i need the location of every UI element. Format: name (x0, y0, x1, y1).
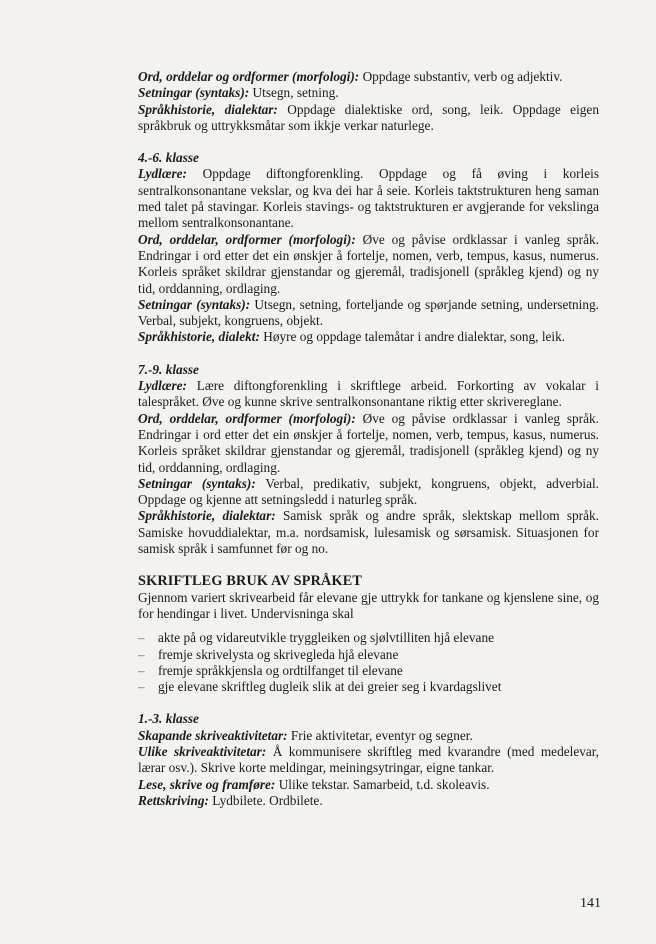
text-ulike: Å kommunisere skriftleg med kvarandre (med medelevar, lærar osv.). Skrive korte meldingar, meiningsytringar, eigne tankar. (138, 743, 600, 776)
paragraph-syntaks (138, 85, 599, 101)
text-rettskriving: Lydbilete. Ordbilete. (208, 792, 323, 808)
heading-grade-4-6: 4.-6. klasse (138, 150, 199, 166)
text-skapande: Frie aktivitetar, eventyr og segner. (287, 727, 473, 743)
text-morfologi: Oppdage substantiv, verb og adjektiv. (359, 69, 563, 84)
goals-list (138, 630, 599, 695)
list-item: – akte på og vidareutvikle tryggleiken og sjølvtilliten hjå elevane (138, 630, 599, 646)
text-syntaks: Utsegn, setning. (249, 85, 339, 101)
label-morfologi: Ord, orddelar, ordformer (morfologi): (138, 410, 356, 426)
label-syntaks: Setningar (syntaks): (138, 296, 251, 312)
text-morfologi: Øve og påvise ordklassar i vanleg språk. Endringar i ord etter det ein ønskjer å fortelje, nomen, verb, tempus, kasus, numerus. Korleis språket skildrar gjenstandar og gjeremål, tradisjonell (språkleg kjend) og ny tid, orddanning, ordlaging. (138, 410, 599, 475)
text-sprakhistorie: Samisk språk og andre språk, slektskap mellom språk. Samiske hovuddialektar, m.a. nordsamisk, lulesamisk og sørsamisk. Situasjonen for samisk språk i samfunnet før og no. (138, 508, 599, 557)
label-morfologi: Ord, orddelar, ordformer (morfologi): (138, 231, 356, 247)
label-ulike: Ulike skriveaktivitetar: (138, 743, 267, 759)
text-sprakhistorie: Oppdage dialektiske ord, song, leik. Oppdage eigen språkbruk og uttrykksmåtar som ikkje verkar naturlege. (138, 101, 599, 133)
paragraph-sprakhistorie (138, 102, 599, 135)
text-morfologi: Øve og påvise ordklassar i vanleg språk. Endringar i ord etter det ein ønskjer å fortelje, nomen, verb, tempus, kasus, numerus. Korleis språket skildrar gjenstandar og gjeremål, tradisjonell (språkleg kjend) og ny tid, orddanning, ordlaging. (138, 231, 599, 296)
page-body (138, 69, 599, 809)
text-syntaks: Verbal, predikativ, subjekt, kongruens, objekt, adverbial. Oppdage og kjenne att setningsledd i naturleg språk. (138, 475, 599, 508)
label-rettskriving: Rettskriving: (138, 792, 209, 808)
paragraph-lydlaere (138, 166, 599, 231)
paragraph-lydlaere (138, 378, 599, 411)
paragraph-syntaks (138, 476, 599, 509)
label-skapande: Skapande skriveaktivitetar: (138, 727, 288, 743)
label-lydlaere: Lydlære: (138, 378, 187, 394)
label-sprakhistorie: Språkhistorie, dialektar: (138, 508, 276, 524)
list-item: – gje elevane skriftleg dugleik slik at dei greier seg i kvardagslivet (138, 679, 599, 695)
label-syntaks: Setningar (syntaks): (138, 475, 256, 491)
paragraph-sprakhistorie (138, 329, 599, 345)
paragraph-morfologi (138, 411, 599, 476)
page-number: 141 (580, 896, 601, 911)
section-intro: Gjennom variert skrivearbeid får elevane gje uttrykk for tankane og kjenslene sine, og for hendingar i livet. Undervisninga skal (138, 589, 599, 621)
label-sprakhistorie: Språkhistorie, dialekt: (138, 329, 260, 345)
paragraph-ulike (138, 744, 599, 777)
label-sprakhistorie: Språkhistorie, dialektar: (138, 101, 278, 117)
text-sprakhistorie: Høyre og oppdage talemåtar i andre dialektar, song, leik. (259, 329, 566, 345)
label-lese: Lese, skrive og framføre: (138, 776, 276, 792)
section-title: SKRIFTLEG BRUK AV SPRÅKET (138, 573, 363, 590)
paragraph-skapande (138, 728, 599, 744)
text-lese: Ulike tekstar. Samarbeid, t.d. skoleavis. (275, 776, 490, 792)
paragraph-syntaks (138, 297, 599, 330)
paragraph-morfologi (138, 232, 599, 297)
text-syntaks: Utsegn, setning, forteljande og spørjande setning, undersetning. Verbal, subjekt, kongruens, objekt. (138, 296, 599, 329)
text-lydlaere: Oppdage diftongforenkling. Oppdage og få øving i korleis sentralkonsonantane vekslar, og kva dei har å seie. Korleis taktstrukturen heng saman med talet på stavingar. Korleis stavings- og taktstrukturen er avgjerande for vekslinga mellom sentralkonsonantane. (138, 166, 599, 231)
paragraph-morfologi (138, 69, 599, 85)
label-morfologi: Ord, orddelar og ordformer (morfologi): (138, 69, 360, 84)
paragraph-sprakhistorie (138, 508, 599, 557)
list-item: – fremje skrivelysta og skrivegleda hjå elevane (138, 647, 599, 663)
heading-grade-1-3: 1.-3. klasse (138, 711, 199, 727)
paragraph-rettskriving (138, 793, 599, 809)
list-item: – fremje språkkjensla og ordtilfanget til elevane (138, 663, 599, 679)
text-lydlaere: Lære diftongforenkling i skriftlege arbeid. Forkorting av vokalar i talespråket. Øve og kunne skrive sentralkonsonantane riktig etter skrivereglane. (138, 378, 599, 410)
paragraph-lese (138, 777, 599, 793)
heading-grade-7-9: 7.-9. klasse (138, 361, 199, 377)
label-syntaks: Setningar (syntaks): (138, 85, 250, 101)
label-lydlaere: Lydlære: (138, 166, 187, 182)
